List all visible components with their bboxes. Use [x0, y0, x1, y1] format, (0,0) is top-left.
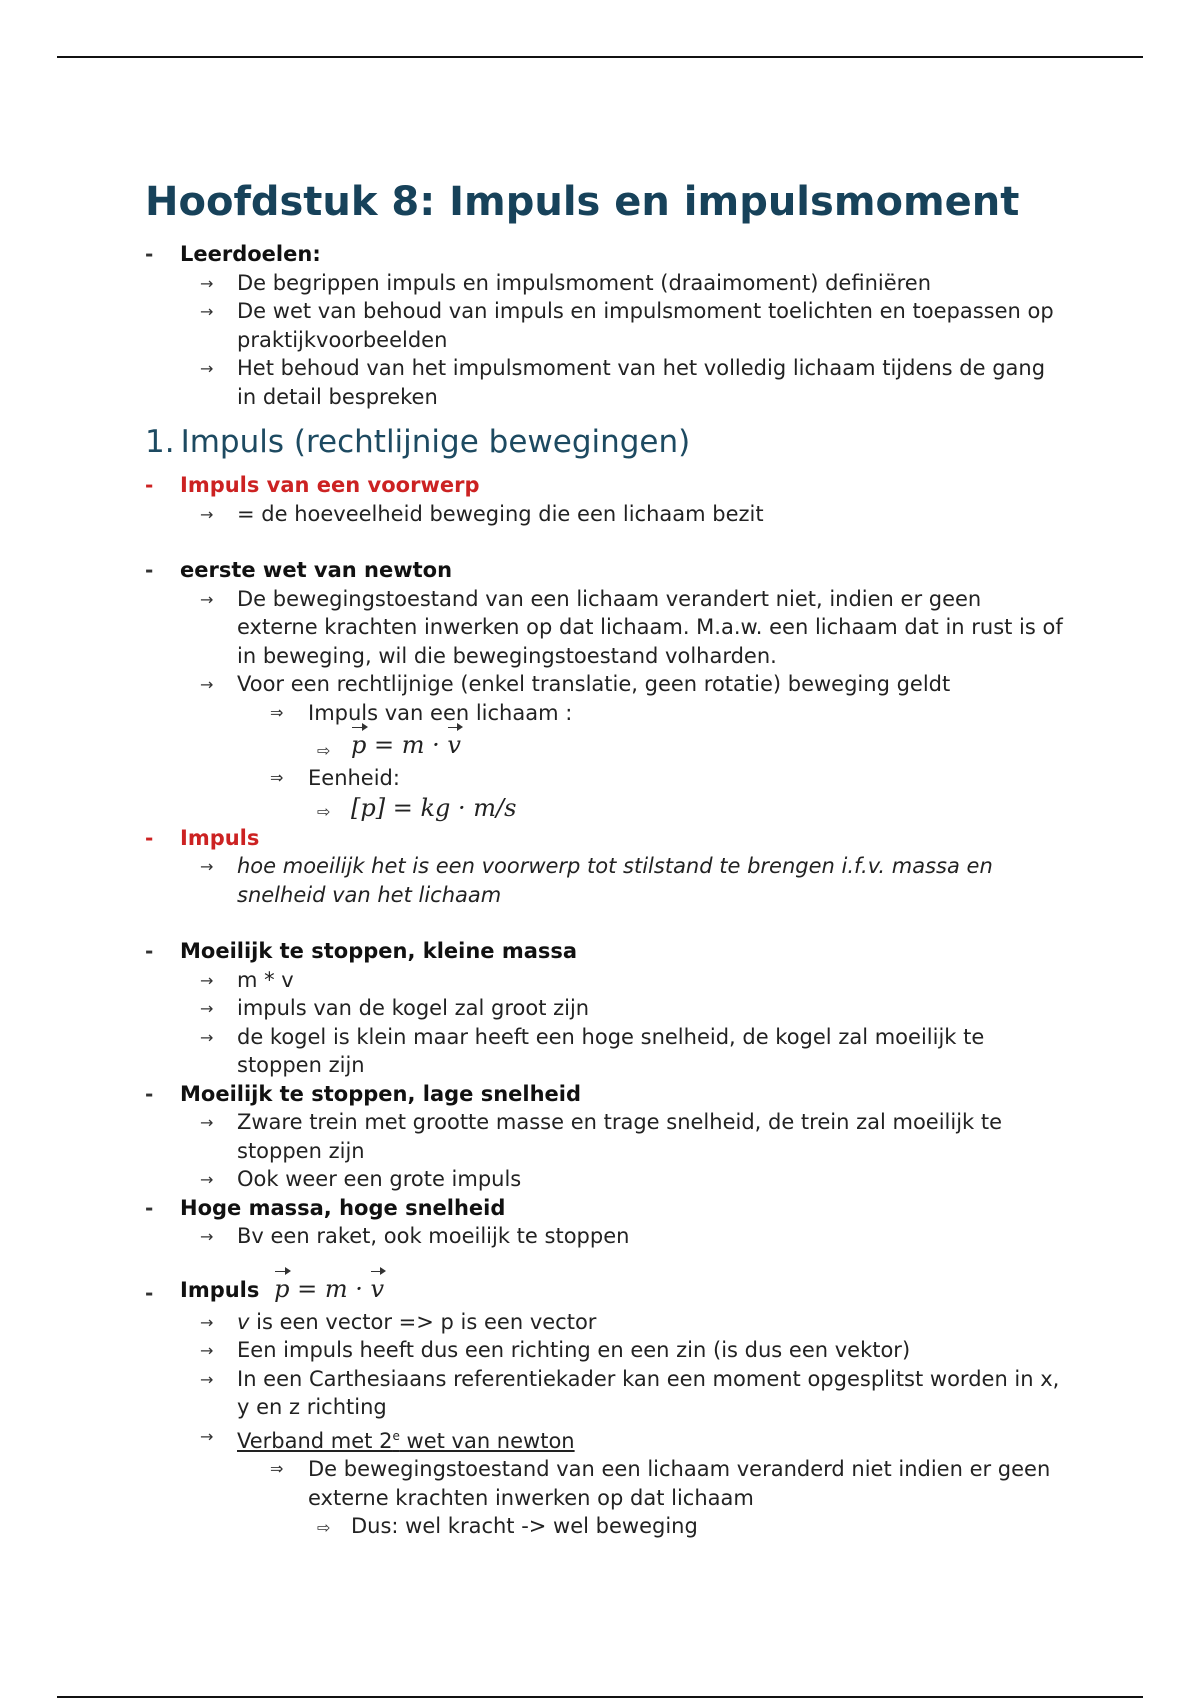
page-title: Hoofdstuk 8: Impuls en impulsmoment [145, 179, 1020, 225]
section-number: 1. [145, 424, 175, 460]
momentum-formula: p = m · v [274, 1275, 384, 1303]
dash-bullet: - [145, 1280, 154, 1305]
arrow-bullet: → [200, 302, 214, 321]
dash-bullet: - [145, 939, 154, 963]
arrow-bullet: → [200, 1170, 214, 1189]
dash-bullet: - [145, 473, 154, 497]
arrow-bullet: → [200, 359, 214, 378]
leerdoel-item: → Het behoud van het impulsmoment van het volledig lichaam tijdens de gang in detail bespreken [200, 356, 1046, 409]
momentum-formula: p = m · v [351, 731, 461, 759]
dash-bullet: - [145, 1195, 154, 1220]
newton2-link-text: Verband met 2e wet van newton [237, 1428, 575, 1453]
list-item: → impuls van de kogel zal groot zijn [145, 994, 1065, 1023]
arrow-bullet: → [200, 1426, 214, 1446]
list-item: → Een impuls heeft dus een richting en een zin (is dus een vektor) [145, 1336, 1065, 1365]
impuls-voorwerp-heading: - Impuls van een voorwerp [145, 471, 1065, 500]
double-arrow-bullet: ⇒ [270, 702, 284, 722]
list-item: → hoe moeilijk het is een voorwerp tot stilstand te brengen i.f.v. massa en snelheid van het lichaam [200, 854, 993, 907]
arrow-bullet: → [200, 589, 214, 609]
arrow-bullet: → [200, 1227, 214, 1246]
arrow-bullet: → [200, 273, 214, 293]
arrow-bullet: → [200, 1341, 214, 1360]
list-subitem: ⇒ Impuls van een lichaam : [145, 699, 1065, 728]
list-item: → In een Carthesiaans referentiekader kan een moment opgesplitst worden in x, y en z richting [200, 1366, 1060, 1419]
double-arrow-bullet: ⇒ [270, 768, 284, 787]
kleine-massa-heading: - Moeilijk te stoppen, kleine massa [145, 937, 1065, 966]
formula-row [145, 793, 1065, 824]
double-arrow-bullet: ⇒ [270, 1459, 284, 1478]
arrow-bullet: → [200, 970, 214, 990]
list-item: → Zware trein met grootte masse en trage snelheid, de trein zal moeilijk te stoppen zijn [200, 1110, 1003, 1163]
arrow-bullet: → [200, 1312, 214, 1332]
arrow-bullet: → [200, 1027, 214, 1047]
unit-formula: [p] = kg · m/s [351, 793, 517, 822]
list-item: → v is een vector => p is een vector [145, 1308, 1065, 1337]
section-heading [145, 423, 1065, 461]
list-item: → de kogel is klein maar heeft een hoge snelheid, de kogel zal moeilijk te stoppen zijn [200, 1024, 985, 1077]
arrow-bullet: → [200, 857, 214, 876]
leerdoel-item: → De wet van behoud van impuls en impulsmoment toelichten en toepassen op praktijkvoorbeelden [200, 299, 1054, 352]
formula-row [145, 727, 1065, 764]
lage-snelheid-heading: - Moeilijk te stoppen, lage snelheid [145, 1080, 1065, 1109]
list-item: → = de hoeveelheid beweging die een lichaam bezit [145, 500, 1065, 529]
list-item: → Voor een rechtlijnige (enkel translatie, geen rotatie) beweging geldt [145, 670, 1065, 699]
hollow-arrow-bullet: ⇨ [317, 741, 331, 760]
section-title: Impuls (rechtlijnige bewegingen) [180, 424, 691, 460]
hollow-arrow-bullet: ⇨ [317, 801, 331, 821]
bottom-rule [57, 1696, 1143, 1698]
impuls-heading: - Impuls [145, 824, 1065, 853]
leerdoelen-label: Leerdoelen: [180, 242, 321, 266]
arrow-bullet: → [200, 999, 214, 1018]
dash-bullet: - [145, 558, 154, 582]
list-subitem: ⇒ Eenheid: [145, 764, 1065, 793]
hollow-arrow-bullet: ⇨ [317, 1518, 331, 1537]
hoge-massa-heading: - Hoge massa, hoge snelheid [145, 1194, 1065, 1223]
arrow-bullet: → [200, 1113, 214, 1132]
document-body [145, 178, 1065, 1541]
leerdoelen-heading [145, 240, 1065, 269]
newton1-heading: - eerste wet van newton [145, 556, 1065, 585]
arrow-bullet: → [200, 1369, 214, 1389]
arrow-bullet: → [200, 675, 214, 694]
list-item: → De bewegingstoestand van een lichaam verandert niet, indien er geen externe krachten inwerken op dat lichaam. M.a.w. een lichaam dat in rust is of in beweging, wil die bewegingstoestand volharden. [200, 586, 1063, 668]
dash-bullet: - [145, 825, 154, 850]
dash-bullet: - [145, 242, 154, 266]
arrow-bullet: → [200, 504, 214, 524]
leerdoel-item: → De begrippen impuls en impulsmoment (draaimoment) definiëren [145, 269, 1065, 298]
list-item: → Bv een raket, ook moeilijk te stoppen [145, 1222, 1065, 1251]
list-item: → m * v [145, 966, 1065, 995]
list-item [145, 1422, 1065, 1456]
dash-bullet: - [145, 1081, 154, 1106]
impuls-vector-heading: - Impuls p = m · v [145, 1271, 1065, 1308]
top-rule [57, 56, 1143, 58]
list-item: → Ook weer een grote impuls [145, 1165, 1065, 1194]
list-subsubitem: ⇨ Dus: wel kracht -> wel beweging [145, 1512, 1065, 1541]
list-subitem: ⇒ De bewegingstoestand van een lichaam veranderd niet indien er geen externe krachten inwerken op dat lichaam [270, 1457, 1051, 1510]
